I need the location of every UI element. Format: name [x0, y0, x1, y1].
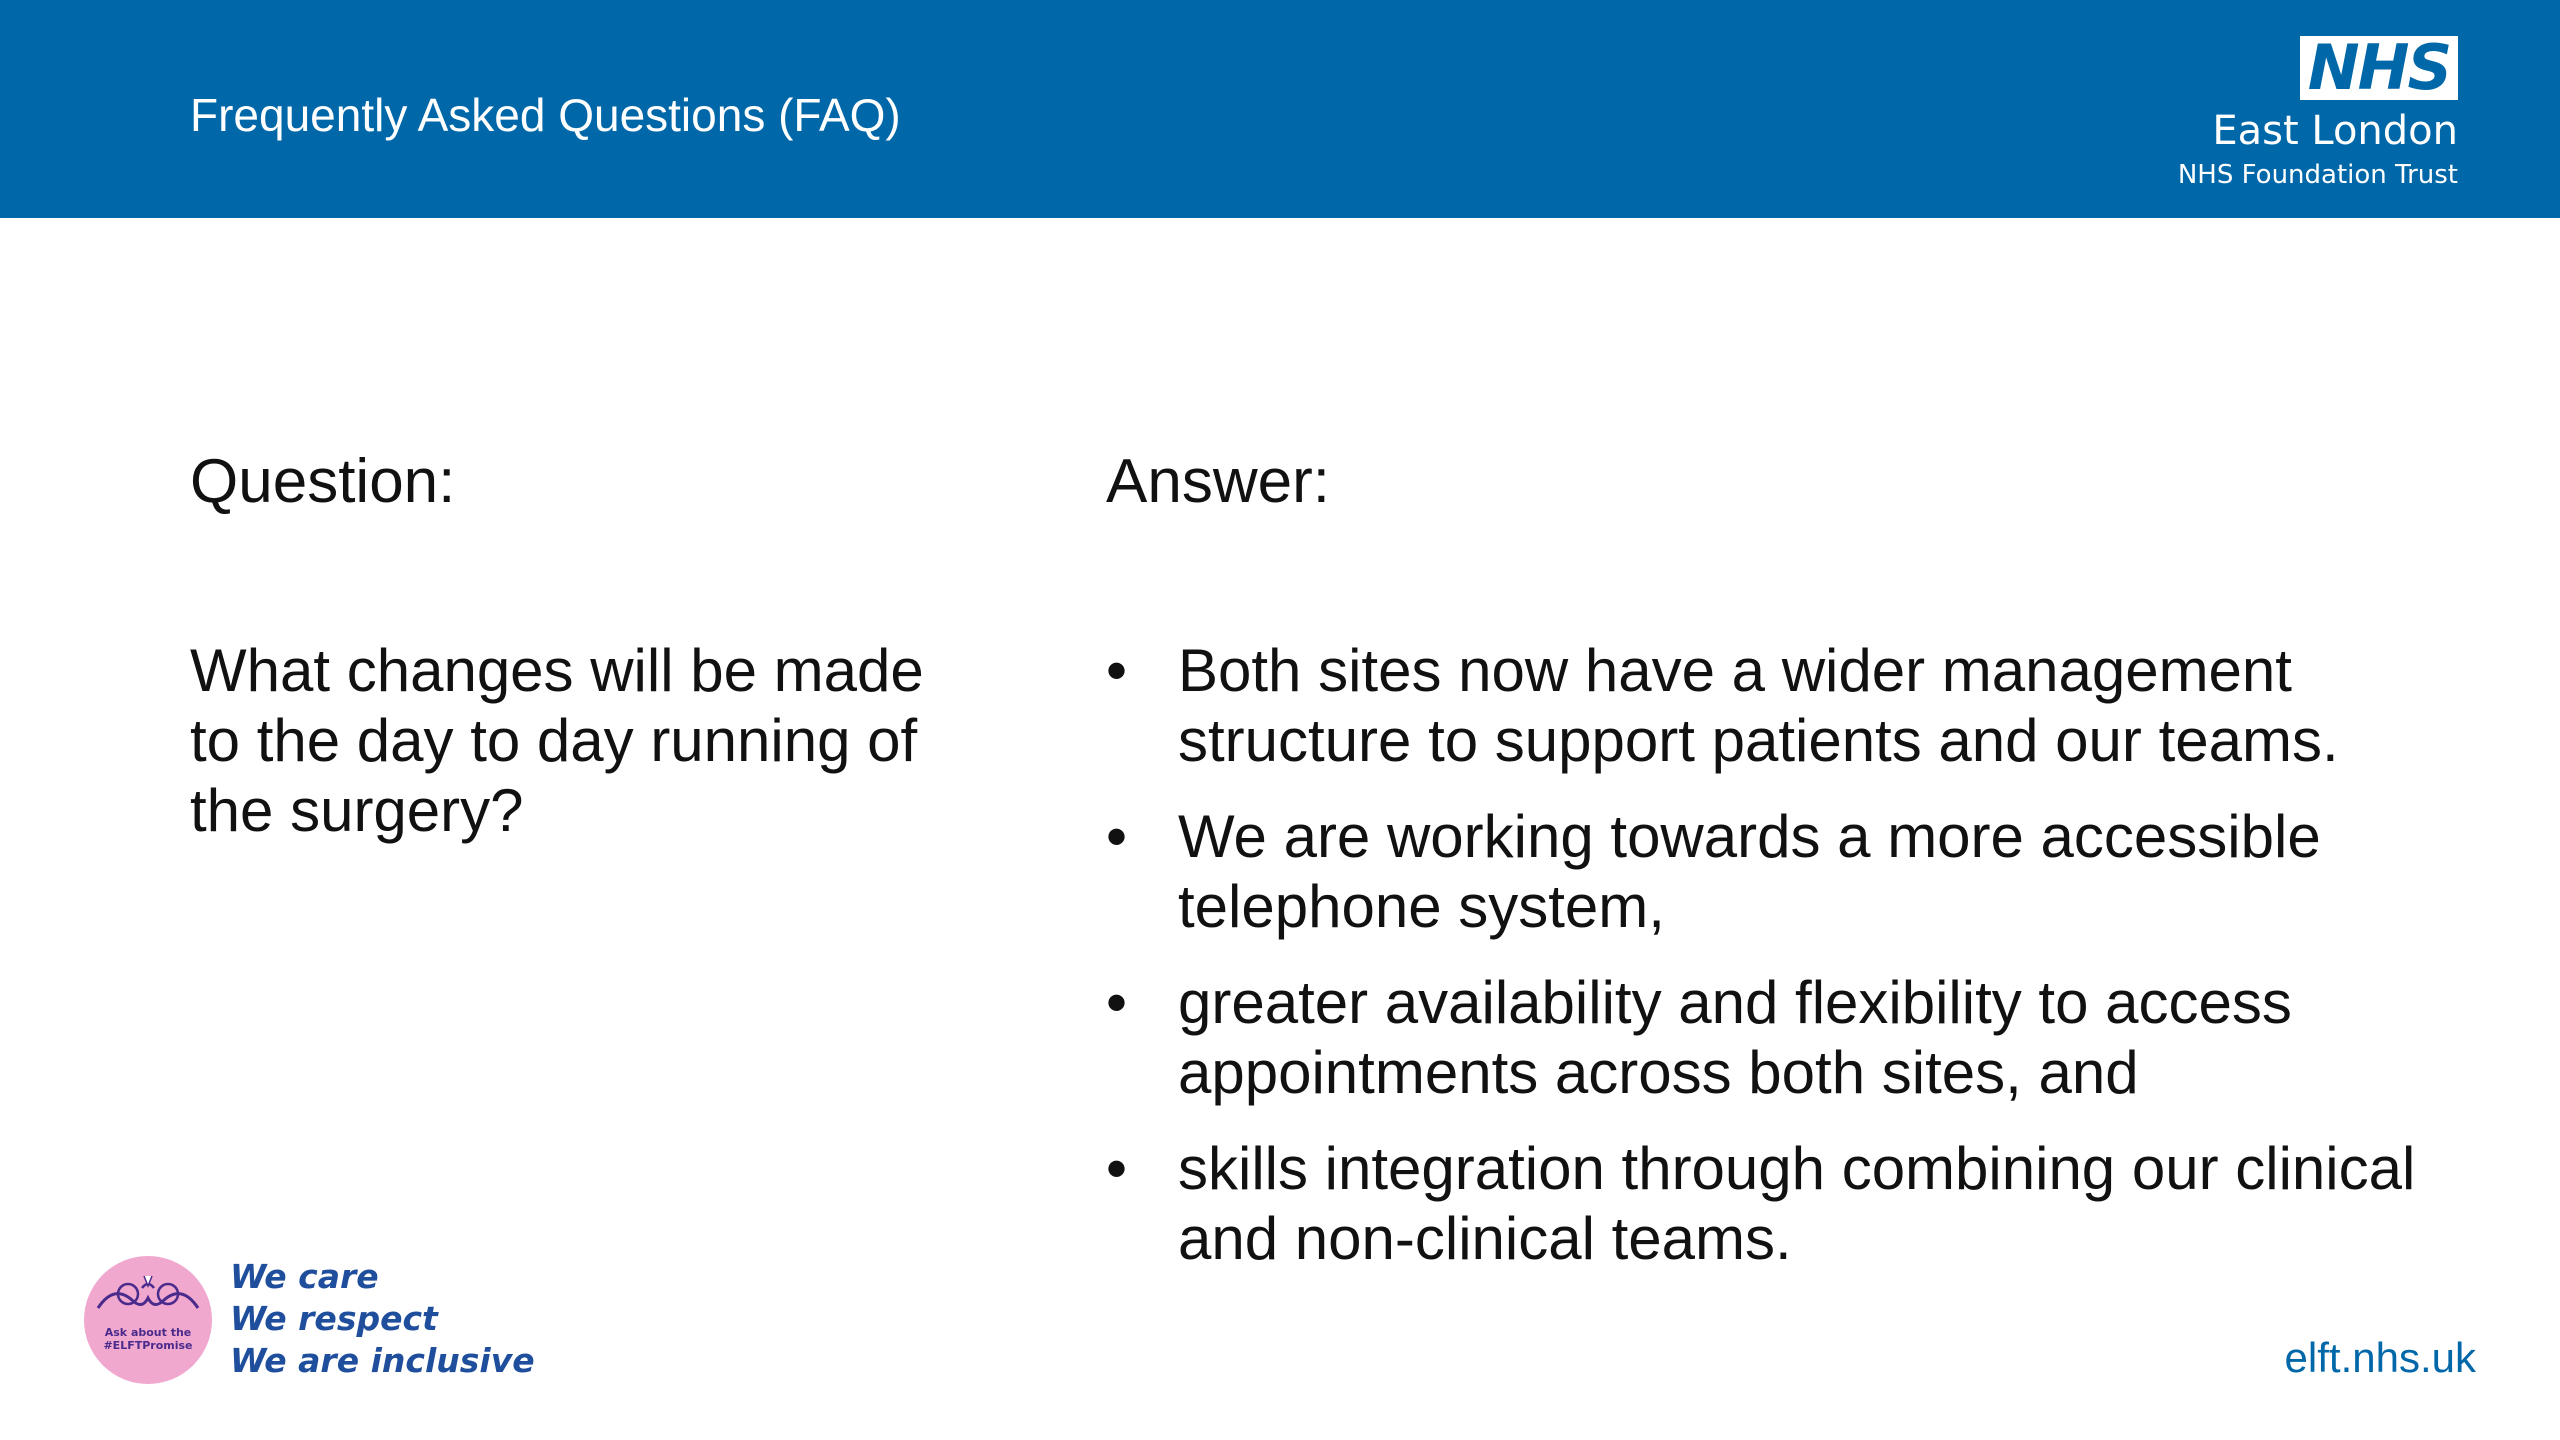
- badge-line-1: Ask about the: [104, 1326, 192, 1339]
- answer-item-text: greater availability and flexibility to access appointments across both sites, and: [1178, 969, 2292, 1106]
- value-care: We care: [230, 1257, 379, 1296]
- answer-item-text: skills integration through combining our clinical and non-clinical teams.: [1178, 1135, 2416, 1272]
- answer-heading: Answer:: [1106, 447, 1330, 516]
- answer-item-text: We are working towards a more accessible telephone system,: [1178, 803, 2321, 940]
- bullet-icon: •: [1106, 1135, 1128, 1202]
- answer-item: [1106, 636, 2486, 776]
- question-text: What changes will be made to the day to day running of the surgery?: [190, 637, 924, 844]
- answer-item-text: Both sites now have a wider management structure to support patients and our teams.: [1178, 637, 2339, 774]
- bullet-icon: •: [1106, 637, 1128, 704]
- answer-item: [1106, 802, 2486, 942]
- page-title: Frequently Asked Questions (FAQ): [190, 89, 901, 141]
- nhs-logo-mark: NHS: [2300, 36, 2458, 100]
- question-heading: Question:: [190, 447, 456, 516]
- elft-promise-badge-icon: [84, 1256, 212, 1384]
- answer-item: [1106, 1134, 2486, 1274]
- badge-text: [92, 1326, 204, 1352]
- site-url: elft.nhs.uk: [2284, 1334, 2476, 1381]
- nhs-logo: [2098, 31, 2458, 206]
- bullet-icon: •: [1106, 969, 1128, 1036]
- bullet-icon: •: [1106, 803, 1128, 870]
- promise-hands-icon: [84, 1256, 212, 1384]
- answer-list: [1106, 636, 2486, 1300]
- value-inclusive: We are inclusive: [230, 1341, 535, 1380]
- trust-subtitle: NHS Foundation Trust: [2177, 160, 2458, 190]
- trust-name: East London: [2212, 108, 2458, 154]
- value-respect: We respect: [230, 1299, 438, 1338]
- header-band: [0, 0, 2560, 218]
- answer-item: [1106, 968, 2486, 1108]
- values-statement: [230, 1256, 535, 1382]
- badge-line-2: #ELFTPromise: [103, 1339, 193, 1352]
